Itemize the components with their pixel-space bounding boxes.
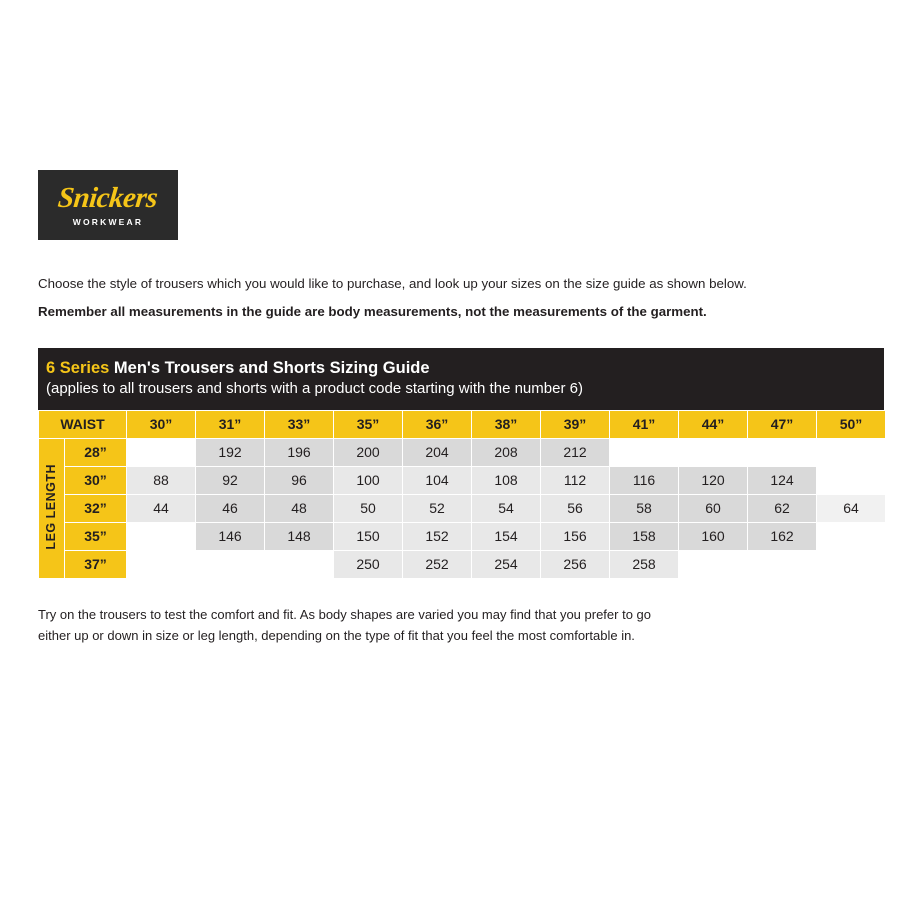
size-cell-r4-c2: 146 <box>196 522 265 550</box>
size-cell-r1-c8 <box>610 438 679 466</box>
size-cell-r5-c2 <box>196 550 265 578</box>
leg-length-side-label-text: LEG LENGTH <box>44 463 59 550</box>
size-cell-r3-c8: 58 <box>610 494 679 522</box>
footer-text <box>38 605 884 647</box>
size-cell-r1-c11 <box>817 438 886 466</box>
table-header-row <box>39 410 886 438</box>
column-header-waist-7: 39” <box>541 410 610 438</box>
size-cell-r5-c10 <box>748 550 817 578</box>
column-header-waist-11: 50” <box>817 410 886 438</box>
column-header-waist-1: 30” <box>127 410 196 438</box>
size-cell-r3-c9: 60 <box>679 494 748 522</box>
page-content <box>38 170 884 646</box>
size-cell-r2-c9: 120 <box>679 466 748 494</box>
table-corner-label: WAIST <box>39 410 127 438</box>
sizing-table-subtitle: (applies to all trousers and shorts with a product code starting with the number 6) <box>46 380 583 398</box>
size-cell-r2-c7: 112 <box>541 466 610 494</box>
size-cell-r5-c3 <box>265 550 334 578</box>
size-cell-r3-c6: 54 <box>472 494 541 522</box>
size-cell-r4-c8: 158 <box>610 522 679 550</box>
table-row <box>39 466 886 494</box>
column-header-waist-10: 47” <box>748 410 817 438</box>
size-cell-r4-c4: 150 <box>334 522 403 550</box>
sizing-table-title <box>46 357 884 379</box>
size-cell-r1-c3: 196 <box>265 438 334 466</box>
size-cell-r4-c11 <box>817 522 886 550</box>
column-header-waist-5: 36” <box>403 410 472 438</box>
size-cell-r5-c11 <box>817 550 886 578</box>
size-cell-r2-c3: 96 <box>265 466 334 494</box>
size-cell-r4-c1 <box>127 522 196 550</box>
size-cell-r5-c4: 250 <box>334 550 403 578</box>
size-cell-r3-c4: 50 <box>334 494 403 522</box>
sizing-table <box>38 410 886 579</box>
column-header-waist-4: 35” <box>334 410 403 438</box>
size-cell-r3-c3: 48 <box>265 494 334 522</box>
size-cell-r1-c7: 212 <box>541 438 610 466</box>
size-cell-r1-c1 <box>127 438 196 466</box>
size-cell-r5-c1 <box>127 550 196 578</box>
intro-note: Remember all measurements in the guide are body measurements, not the measurements of the garment. <box>38 303 707 319</box>
size-cell-r2-c2: 92 <box>196 466 265 494</box>
size-cell-r1-c9 <box>679 438 748 466</box>
column-header-waist-2: 31” <box>196 410 265 438</box>
column-header-waist-6: 38” <box>472 410 541 438</box>
sizing-table-title-series: 6 Series <box>46 359 110 378</box>
size-cell-r5-c7: 256 <box>541 550 610 578</box>
table-row <box>39 438 886 466</box>
brand-logo-tagline: WORKWEAR <box>72 216 144 227</box>
table-row <box>39 494 886 522</box>
size-cell-r4-c5: 152 <box>403 522 472 550</box>
sizing-table-title-bar <box>38 348 884 410</box>
size-cell-r4-c3: 148 <box>265 522 334 550</box>
table-row <box>39 550 886 578</box>
size-cell-r2-c6: 108 <box>472 466 541 494</box>
size-cell-r4-c7: 156 <box>541 522 610 550</box>
footer-line-2: either up or down in size or leg length, depending on the type of fit that you feel the most comfortable in. <box>38 627 635 643</box>
column-header-waist-8: 41” <box>610 410 679 438</box>
size-cell-r5-c5: 252 <box>403 550 472 578</box>
column-header-waist-9: 44” <box>679 410 748 438</box>
size-cell-r3-c10: 62 <box>748 494 817 522</box>
intro-paragraph: Choose the style of trousers which you would like to purchase, and look up your sizes on the size guide as shown below. <box>38 276 747 291</box>
size-cell-r1-c6: 208 <box>472 438 541 466</box>
size-cell-r3-c5: 52 <box>403 494 472 522</box>
brand-logo <box>38 170 178 240</box>
size-cell-r1-c5: 204 <box>403 438 472 466</box>
size-cell-r4-c10: 162 <box>748 522 817 550</box>
row-header-leg-2: 30” <box>65 466 127 494</box>
size-cell-r2-c11 <box>817 466 886 494</box>
leg-length-side-label <box>39 438 65 578</box>
size-cell-r2-c5: 104 <box>403 466 472 494</box>
row-header-leg-5: 37” <box>65 550 127 578</box>
size-cell-r5-c8: 258 <box>610 550 679 578</box>
row-header-leg-1: 28” <box>65 438 127 466</box>
size-cell-r3-c1: 44 <box>127 494 196 522</box>
size-cell-r2-c10: 124 <box>748 466 817 494</box>
size-cell-r5-c6: 254 <box>472 550 541 578</box>
size-cell-r2-c1: 88 <box>127 466 196 494</box>
footer-line-1: Try on the trousers to test the comfort and fit. As body shapes are varied you may find that you prefer to go <box>38 606 652 622</box>
size-cell-r2-c8: 116 <box>610 466 679 494</box>
size-cell-r2-c4: 100 <box>334 466 403 494</box>
row-header-leg-4: 35” <box>65 522 127 550</box>
brand-logo-wordmark: Snickers <box>56 181 160 214</box>
size-cell-r4-c9: 160 <box>679 522 748 550</box>
size-cell-r3-c11: 64 <box>817 494 886 522</box>
size-cell-r1-c10 <box>748 438 817 466</box>
size-cell-r3-c2: 46 <box>196 494 265 522</box>
column-header-waist-3: 33” <box>265 410 334 438</box>
size-cell-r5-c9 <box>679 550 748 578</box>
row-header-leg-3: 32” <box>65 494 127 522</box>
table-row <box>39 522 886 550</box>
size-cell-r1-c2: 192 <box>196 438 265 466</box>
size-cell-r4-c6: 154 <box>472 522 541 550</box>
sizing-table-block <box>38 348 884 579</box>
sizing-table-title-main: Men's Trousers and Shorts Sizing Guide <box>109 359 430 378</box>
size-cell-r3-c7: 56 <box>541 494 610 522</box>
size-cell-r1-c4: 200 <box>334 438 403 466</box>
